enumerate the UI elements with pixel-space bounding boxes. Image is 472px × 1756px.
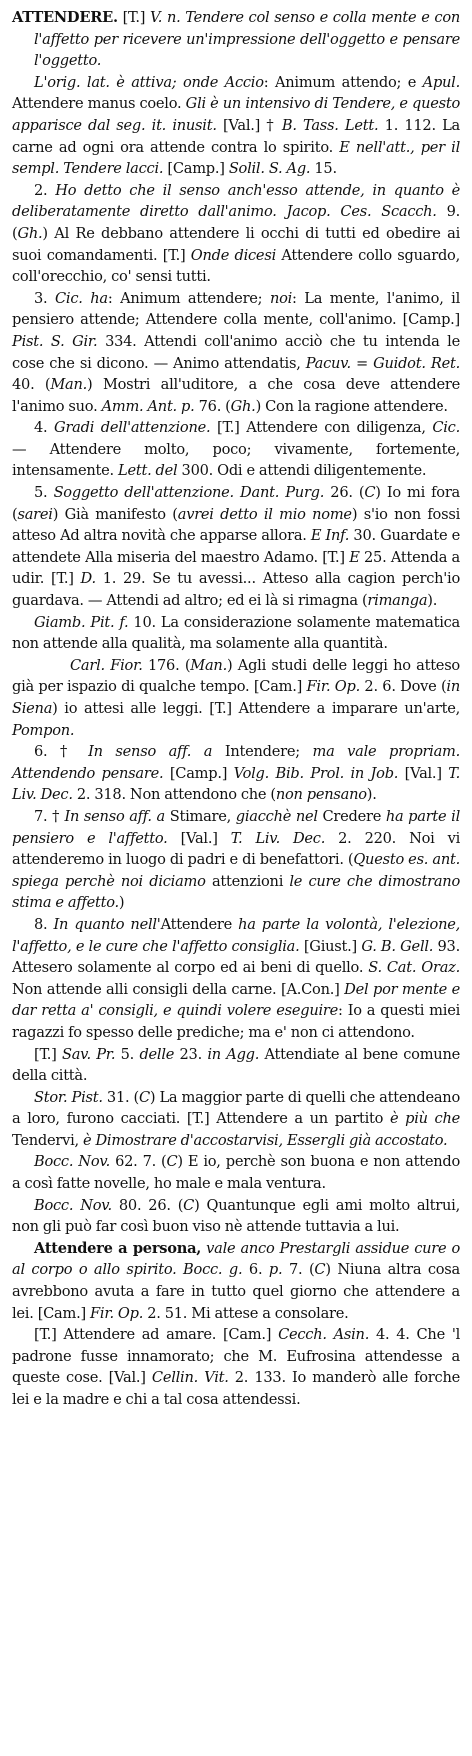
italic-text: T. Liv. Dec. (230, 829, 326, 847)
body-text: 7. † (34, 807, 65, 825)
dictionary-entry-attendere (12, 7, 460, 1411)
body-text: : Io a questi miei ragazzi fo spesso delle prediche; ma e' non ci attendono. (12, 1002, 460, 1041)
body-text: ). (427, 592, 438, 610)
body-text: ) s'io non fossi atteso Ad altra novità che apparse allora. (12, 505, 460, 545)
body-text: ) Al Re debbano attendere li occhi di tutti ed obedire ai suoi comandamenti. [T.] (12, 224, 460, 264)
entry-paragraph (12, 1044, 460, 1087)
italic-text: S. Cat. Oraz. (368, 959, 460, 977)
body-text: [T.] Attendere ad amare. [Cam.] (34, 1326, 279, 1344)
italic-text: Giamb. Pit. f. (34, 613, 129, 631)
body-text: 62. 7. ( (110, 1153, 167, 1171)
body-text: 30. Guardate e attendete Alla miseria del maestro Adamo. [T.] (12, 527, 460, 566)
body-text: : Animum attendere; (107, 289, 270, 307)
body-text: [Val.] (167, 829, 231, 847)
italic-text: Fir. Op. (90, 1304, 144, 1322)
italic-text: p. (268, 1261, 283, 1279)
italic-text: Attendendo pensare. (12, 764, 164, 782)
italic-text: In quanto nell' (53, 915, 161, 933)
body-text: Intendere; (212, 743, 313, 761)
italic-text: rimanga (367, 592, 428, 610)
body-text: 3. (34, 289, 56, 307)
body-text: Stimare, (165, 807, 236, 825)
italic-text: in Siena (12, 678, 460, 717)
body-text: [Camp.] (163, 160, 229, 178)
italic-text: D. (80, 570, 96, 588)
body-text: ) Quantunque egli ami molto altrui, non gli può far così buon viso nè attende tuttavia a lui. (12, 1196, 460, 1236)
body-text: 80. 26. ( (111, 1196, 184, 1214)
body-text: 25. Attenda a udir. [T.] (12, 548, 460, 588)
body-text: [Val.] (398, 764, 449, 782)
body-text: 176. ( (142, 656, 191, 674)
italic-text: delle (139, 1045, 175, 1063)
entry-paragraph (12, 806, 460, 914)
entry-paragraph (12, 1087, 460, 1152)
body-text: 4. 4. Che 'l padrone fusse innamorato; che M. Eufrosina attendesse a queste cose. [Val.] (12, 1326, 460, 1387)
italic-text: Man. (190, 656, 227, 674)
italic-text: Soggetto dell'attenzione. Dant. Purg. (53, 484, 325, 502)
body-text: 2. 220. Noi vi attenderemo in luogo di padri e di benefattori. ( (12, 829, 460, 869)
body-text: ) Io mi fora ( (12, 484, 460, 523)
body-text: 7. ( (282, 1261, 315, 1279)
body-text: 2. 6. Dove ( (359, 678, 447, 696)
body-text: 26. ( (324, 484, 365, 502)
body-text: Attendere manus coelo. (12, 95, 186, 113)
italic-text: C (138, 1088, 150, 1106)
body-text: Non attende alli consigli della carne. [A.Con.] (12, 980, 345, 998)
body-text: ) Mostri all'uditore, a che cosa deve attendere l'animo suo. (12, 376, 460, 415)
body-text: [T.] (117, 9, 151, 26)
body-text: [Giust.] (299, 937, 362, 955)
italic-text: Pacuv. = Guidot. Ret. (305, 354, 460, 372)
italic-text: ha parte la volontà, l'elezione, l'affetto, e le cure che l'affetto consiglia. (12, 915, 461, 955)
body-text: : Animum attendo; e (263, 73, 423, 91)
italic-text: In senso aff. a (88, 743, 213, 761)
italic-text: Lett. del (118, 462, 178, 480)
body-text: 1. 112. La carne ad ogni ora attende contra lo spirito. (12, 116, 461, 156)
italic-text: E nell'att., per il sempl. Tendere lacci. (12, 138, 460, 178)
italic-text: In senso aff. a (64, 807, 165, 825)
italic-text: T. Liv. Dec. (12, 764, 460, 804)
entry-paragraph (12, 1195, 460, 1238)
entry-paragraph (12, 417, 460, 482)
body-text: 93. Attesero solamente al corpo ed ai beni di quello. (12, 937, 460, 977)
italic-text: Cecch. Asin. (278, 1326, 370, 1344)
italic-text: Amm. Ant. p. (101, 397, 195, 415)
italic-text: è più che (389, 1110, 460, 1128)
italic-text: V. n. Tendere col senso e colla mente e con l'affetto per ricevere un'impressione dell'oggetto e pensare l'oggetto. (34, 9, 461, 70)
italic-text: Carl. Fior. (70, 656, 143, 674)
body-text: 4. (34, 419, 55, 437)
entry-paragraph (12, 914, 460, 1044)
italic-text: è Dimostrare d'accostarvisi, Essergli già accostato. (82, 1131, 448, 1149)
body-text: 1. 29. Se tu avessi... Atteso alla cagion perch'io guardava. — Attendi ad altro; ed ei là si rimagna ( (12, 570, 460, 610)
italic-text: noi (269, 289, 293, 307)
italic-text: Gh. (17, 224, 43, 242)
entry-paragraph (12, 288, 460, 418)
italic-text: Man. (50, 376, 88, 394)
italic-text: ha parte il pensiero e l'affetto. (12, 807, 460, 847)
italic-text: Fir. Op. (306, 678, 360, 696)
italic-text: C (166, 1153, 178, 1171)
italic-text: C (314, 1261, 326, 1279)
italic-text: ma vale propriam. (312, 743, 461, 761)
entry-paragraph (12, 1238, 460, 1324)
headword-text: ATTENDERE. (12, 9, 118, 26)
body-text: 5. (34, 484, 54, 502)
italic-text: B. Tass. Lett. (281, 116, 379, 134)
italic-text: Ho detto che il senso anch'esso attende, in quanto è deliberatamente diretto dall'animo. Jacop. Ces. Scacch. (12, 181, 461, 221)
italic-text: Bocc. Nov. (34, 1153, 111, 1171)
body-text: Attendiate al bene comune della città. (12, 1045, 460, 1085)
body-text: ) Agli studi delle leggi ho atteso già per ispazio di qualche tempo. [Cam.] (12, 656, 460, 696)
italic-text: Sav. Pr. (61, 1045, 116, 1063)
body-text: 15. (310, 160, 337, 178)
body-text: 8. (34, 915, 54, 933)
body-text: 6. (242, 1261, 269, 1279)
body-text: Attendere (160, 915, 239, 933)
italic-text: C (183, 1196, 195, 1214)
italic-text: Volg. Bib. Prol. in Job. (233, 764, 399, 782)
body-text: 2. (34, 181, 56, 199)
body-text: ) Con la ragione attendere. (255, 397, 448, 415)
body-text: 2. 318. Non attendono che ( (72, 786, 276, 804)
body-text: ) E io, perchè son buona e non attendo a così fatte novelle, ho male e mala ventura. (12, 1153, 461, 1193)
entry-paragraph (12, 482, 460, 612)
italic-text: Questo es. ant. spiega perchè noi diciamo (12, 851, 460, 890)
entry-paragraph (12, 612, 460, 655)
italic-text: Gli è un intensivo di Tendere, e questo apparisce dal seg. it. inusit. (12, 95, 461, 134)
entry-paragraph (12, 741, 460, 806)
italic-text: vale anco Prestargli assidue cure o al corpo o allo spirito. Bocc. g. (12, 1239, 461, 1279)
body-text: Credere (317, 807, 386, 825)
italic-text: in Agg. (207, 1045, 260, 1063)
italic-text: Cellin. Vit. (151, 1369, 229, 1387)
body-text: 9. ( (12, 203, 460, 242)
body-text: 300. Odi e attendi diligentemente. (177, 462, 427, 480)
italic-text: Pompon. (12, 721, 75, 739)
entry-paragraph (12, 7, 460, 72)
body-text: [T.] Attendere con diligenza, (210, 419, 433, 437)
italic-text: avrei detto il mio nome (177, 505, 352, 523)
body-text: [Camp.] (163, 764, 234, 782)
entry-paragraph (12, 655, 460, 741)
body-text: 23. (174, 1045, 208, 1063)
italic-text: E Inf. (310, 527, 350, 545)
italic-text: Stor. Pist. (34, 1088, 103, 1106)
italic-text: Gh. (230, 397, 256, 415)
italic-text: Apul. (422, 73, 460, 91)
body-text: [T.] (34, 1045, 62, 1063)
body-text: ). (366, 786, 377, 804)
body-text: ) Niuna altra cosa avrebbono avuta a fare in tutto quel giorno che attendere a lei. [Cam.] (12, 1261, 460, 1322)
body-text: 10. La considerazione solamente matematica non attende alla qualità, ma solamente alla quantità. (12, 613, 460, 653)
italic-text: le cure che dimostrano stima e affetto. (12, 872, 460, 912)
italic-text: Gradi dell'attenzione. (54, 419, 211, 437)
italic-text: C (364, 484, 376, 502)
entry-paragraph (12, 1324, 460, 1410)
body-text: ) io attesi alle leggi. [T.] Attendere a imparare un'arte, (52, 700, 460, 717)
headword-text: Attendere a persona, (34, 1239, 202, 1257)
body-text: 6. † (34, 743, 89, 761)
body-text: 31. ( (102, 1088, 139, 1106)
body-text: 5. (115, 1045, 140, 1063)
italic-text: Del por mente e dar retta a' consigli, e quindi volere eseguire (12, 980, 460, 1020)
italic-text: E (349, 548, 360, 566)
body-text: 334. Attendi coll'animo acciò che tu intenda le cose che si dicono. — Animo attendatis, (12, 332, 460, 372)
body-text: Tendervi, (12, 1131, 83, 1149)
body-text: ) Già manifesto ( (52, 505, 178, 523)
body-text: 76. ( (194, 397, 231, 415)
italic-text: G. B. Gell. (361, 937, 434, 955)
body-text: — Attendere molto, poco; vivamente, fortemente, intensamente. (12, 440, 460, 480)
italic-text: Cic. (432, 419, 460, 437)
italic-text: Pist. S. Gir. (12, 332, 98, 350)
italic-text: Onde dicesi (190, 246, 276, 264)
entry-paragraph (12, 72, 460, 180)
body-text: : La mente, l'animo, il pensiero attende; Attendere colla mente, coll'animo. [Camp.] (12, 289, 460, 329)
italic-text: Bocc. Nov. (34, 1196, 112, 1214)
body-text: attenzioni (205, 872, 290, 890)
body-text: [Val.] † (216, 116, 282, 134)
body-text: ) La maggior parte di quelli che attendeano a loro, furono cacciati. [T.] Attendere a un partito (12, 1088, 460, 1128)
italic-text: Cic. ha (55, 289, 108, 307)
entry-paragraph (12, 1151, 460, 1194)
body-text: ) (118, 894, 125, 912)
entry-paragraph (12, 180, 460, 288)
body-text: 2. 51. Mi attese a consolare. (143, 1304, 349, 1322)
body-text: 40. ( (12, 376, 51, 394)
italic-text: sarei (17, 505, 53, 523)
italic-text: L'orig. lat. è attiva; onde Accio (34, 73, 264, 91)
italic-text: non pensano (275, 786, 367, 804)
italic-text: Solil. S. Ag. (228, 160, 311, 178)
body-text: 2. 133. Io manderò alle forche lei e la madre e chi a tal cosa attendessi. (12, 1369, 460, 1408)
body-text: Attendere collo sguardo, coll'orecchio, co' sensi tutti. (12, 246, 460, 286)
italic-text: giacchè nel (235, 807, 318, 825)
